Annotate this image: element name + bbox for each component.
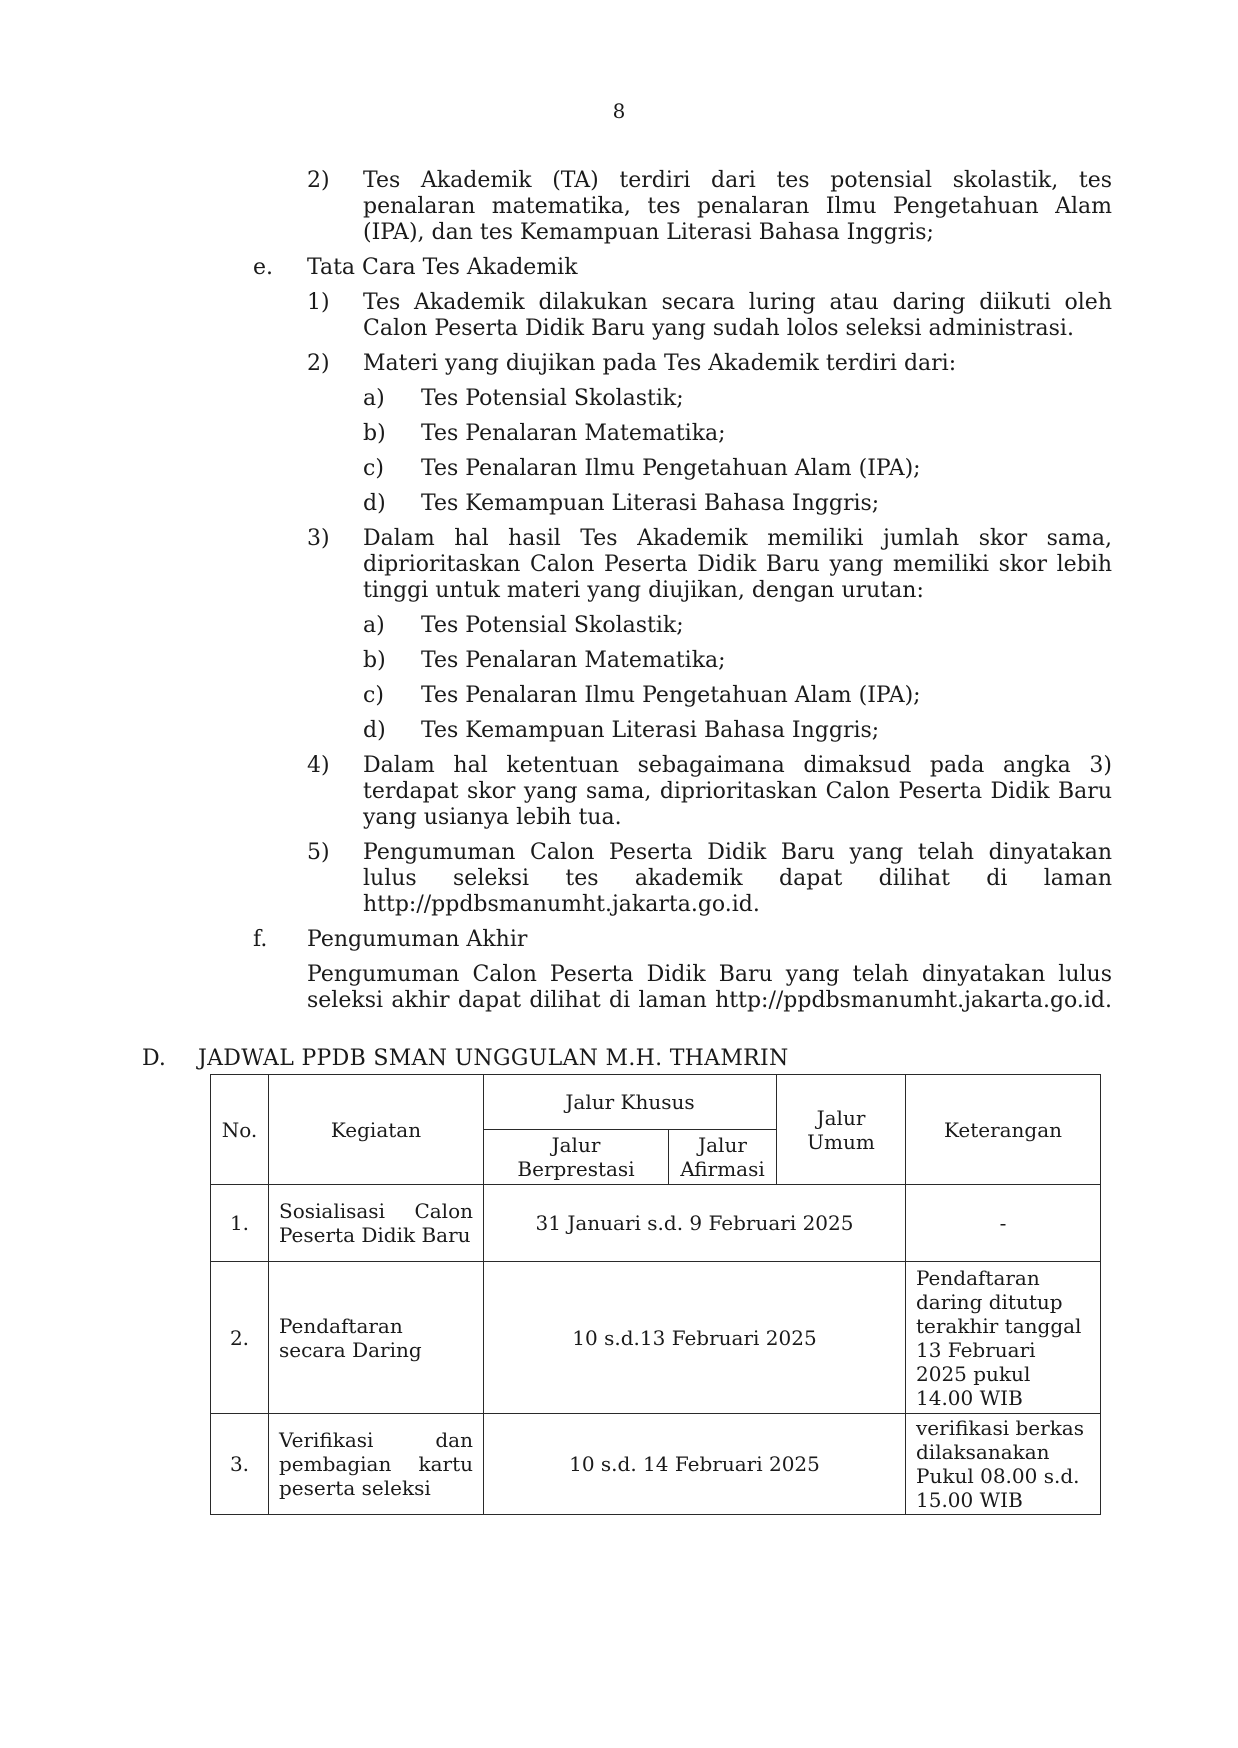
section-title: Pengumuman Akhir	[307, 927, 528, 952]
list-text-line: Tes Akademik dilakukan secara luring atau daring diikuti oleh	[363, 290, 1112, 315]
cell-kegiatan: Verifikasi dan pembagian kartu peserta seleksi	[269, 1414, 484, 1515]
sub-list-text: Tes Penalaran Ilmu Pengetahuan Alam (IPA);	[421, 683, 921, 708]
list-item-e4	[0, 753, 1238, 831]
cell-keterangan: verifikasi berkas dilaksanakan Pukul 08.00 s.d. 15.00 WIB	[906, 1414, 1101, 1515]
header-no: No.	[211, 1075, 269, 1185]
cell-jadwal: 10 s.d. 14 Februari 2025	[484, 1414, 906, 1515]
cell-no: 3.	[211, 1414, 269, 1515]
list-text-line: terdapat skor yang sama, diprioritaskan Calon Peserta Didik Baru	[363, 779, 1112, 804]
list-marker: b)	[363, 648, 386, 673]
paragraph-pengumuman-akhir	[307, 962, 1112, 1014]
list-marker: c)	[363, 683, 384, 708]
list-text-line: (IPA), dan tes Kemampuan Literasi Bahasa Inggris;	[363, 220, 934, 245]
list-marker: e.	[253, 255, 274, 280]
cell-no: 2.	[211, 1262, 269, 1414]
sub-list-item	[0, 491, 1238, 517]
sub-list-item	[0, 386, 1238, 412]
cell-keterangan: -	[906, 1185, 1101, 1262]
list-text-line: lulus seleksi tes akademik dapat dilihat di laman	[363, 866, 1112, 891]
sub-list-item	[0, 718, 1238, 744]
paragraph-line: seleksi akhir dapat dilihat di laman http://ppdbsmanumht.jakarta.go.id.	[307, 988, 1112, 1013]
sub-list-item	[0, 648, 1238, 674]
header-keterangan: Keterangan	[906, 1075, 1101, 1185]
table-row	[211, 1262, 1101, 1414]
list-text-line: yang usianya lebih tua.	[363, 805, 622, 830]
list-marker: c)	[363, 456, 384, 481]
list-marker: a)	[363, 386, 385, 411]
list-marker: d)	[363, 718, 386, 743]
list-text-line: Dalam hal hasil Tes Akademik memiliki jumlah skor sama,	[363, 526, 1112, 551]
list-text-line: Calon Peserta Didik Baru yang sudah lolos seleksi administrasi.	[363, 316, 1074, 341]
schedule-table	[210, 1074, 1101, 1515]
header-jalur-khusus: Jalur Khusus	[484, 1075, 777, 1130]
sub-list-text: Tes Potensial Skolastik;	[421, 386, 684, 411]
section-heading-f	[0, 927, 1238, 953]
list-item-e3	[0, 526, 1238, 604]
list-text-line: penalaran matematika, tes penalaran Ilmu Pengetahuan Alam	[363, 194, 1112, 219]
list-item-d2	[0, 168, 1238, 246]
list-marker: d)	[363, 491, 386, 516]
header-jalur-umum: Jalur Umum	[777, 1075, 906, 1185]
list-text-line: http://ppdbsmanumht.jakarta.go.id.	[363, 892, 760, 917]
list-text-line: Dalam hal ketentuan sebagaimana dimaksud pada angka 3)	[363, 753, 1112, 778]
cell-jadwal: 31 Januari s.d. 9 Februari 2025	[484, 1185, 906, 1262]
page-number: 8	[612, 99, 626, 123]
cell-kegiatan: Sosialisasi Calon Peserta Didik Baru	[269, 1185, 484, 1262]
list-marker: 1)	[307, 290, 330, 315]
section-heading-e	[0, 255, 1238, 281]
list-text-line: Tes Akademik (TA) terdiri dari tes potensial skolastik, tes	[363, 168, 1112, 193]
document-body	[0, 168, 1238, 1036]
list-text-line: diprioritaskan Calon Peserta Didik Baru yang memiliki skor lebih	[363, 552, 1112, 577]
list-item-e1	[0, 290, 1238, 342]
list-marker: f.	[253, 927, 268, 952]
sub-list-text: Tes Kemampuan Literasi Bahasa Inggris;	[421, 718, 880, 743]
header-kegiatan: Kegiatan	[269, 1075, 484, 1185]
table-row	[211, 1414, 1101, 1515]
cell-kegiatan: Pendaftaran secara Daring	[269, 1262, 484, 1414]
list-text-line: Materi yang diujikan pada Tes Akademik terdiri dari:	[363, 351, 957, 376]
sub-list-text: Tes Kemampuan Literasi Bahasa Inggris;	[421, 491, 880, 516]
table-row	[211, 1185, 1101, 1262]
list-marker: 2)	[307, 168, 330, 193]
sub-list-text: Tes Penalaran Ilmu Pengetahuan Alam (IPA);	[421, 456, 921, 481]
section-title: JADWAL PPDB SMAN UNGGULAN M.H. THAMRIN	[198, 1046, 789, 1071]
sub-list-text: Tes Potensial Skolastik;	[421, 613, 684, 638]
sub-list-text: Tes Penalaran Matematika;	[421, 421, 726, 446]
paragraph-line: Pengumuman Calon Peserta Didik Baru yang telah dinyatakan lulus	[307, 962, 1112, 987]
list-marker: 2)	[307, 351, 330, 376]
list-marker: 5)	[307, 840, 330, 865]
sub-list-text: Tes Penalaran Matematika;	[421, 648, 726, 673]
list-marker: 3)	[307, 526, 330, 551]
list-text-line: Pengumuman Calon Peserta Didik Baru yang telah dinyatakan	[363, 840, 1112, 865]
list-item-e5	[0, 840, 1238, 918]
sub-list-item	[0, 613, 1238, 639]
sub-list-item	[0, 456, 1238, 482]
header-jalur-berprestasi: Jalur Berprestasi	[484, 1130, 669, 1185]
sub-list-item	[0, 421, 1238, 447]
list-marker: b)	[363, 421, 386, 446]
list-marker: 4)	[307, 753, 330, 778]
header-jalur-afirmasi: Jalur Afirmasi	[669, 1130, 777, 1185]
sub-list-item	[0, 683, 1238, 709]
cell-no: 1.	[211, 1185, 269, 1262]
section-title: Tata Cara Tes Akademik	[307, 255, 578, 280]
cell-keterangan: Pendaftaran daring ditutup terakhir tanggal 13 Februari 2025 pukul 14.00 WIB	[906, 1262, 1101, 1414]
cell-jadwal: 10 s.d.13 Februari 2025	[484, 1262, 906, 1414]
list-item-e2	[0, 351, 1238, 377]
list-text-line: tinggi untuk materi yang diujikan, dengan urutan:	[363, 578, 924, 603]
list-marker: a)	[363, 613, 385, 638]
section-marker: D.	[142, 1046, 166, 1071]
